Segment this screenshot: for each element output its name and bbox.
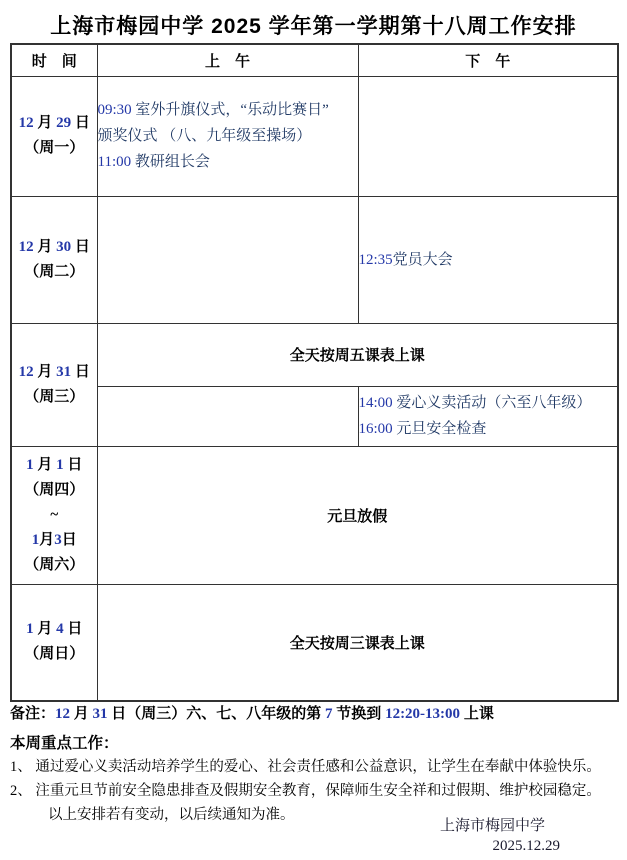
schedule-line: 16:00 元旦安全检查 — [358, 421, 487, 437]
cell-mon-morning — [97, 76, 358, 196]
date-cell-mon — [11, 76, 97, 196]
cell-wed-morning — [97, 386, 358, 446]
table-row-wed-top — [11, 323, 618, 386]
date-line: 12 月 29 日 — [18, 115, 90, 131]
date-line: 1月3日 — [31, 531, 77, 548]
cell-wed-allday: 全天按周五课表上课 — [97, 323, 618, 386]
focus-item-2: 2、 注重元旦节前安全隐患排查及假期安全教育，保障师生安全祥和过假期、维护校园稳定。 — [10, 783, 601, 799]
table-header-row — [11, 44, 618, 76]
schedule-line: 12:35党员大会 — [358, 251, 453, 268]
date-line: （周日） — [24, 646, 85, 663]
date-cell-holiday — [11, 446, 97, 584]
schedule-line: 11:00 教研组长会 — [97, 154, 210, 170]
schedule-line: 09:30 室外升旗仪式，“乐动比赛日” — [97, 102, 329, 118]
date-line: 1 月 1 日 — [26, 456, 83, 473]
schedule-line: 颁奖仪式 （八、九年级至操场） — [97, 128, 312, 144]
page-title: 上海市梅园中学 2025 学年第一学期第十八周工作安排 — [50, 15, 577, 38]
header-morning: 上 午 — [97, 44, 358, 76]
remark-line: 备注：12 月 31 日（周三）六、七、八年级的第 7 节换到 12:20-13:00 上课 — [10, 706, 494, 722]
date-line: （周二） — [24, 263, 85, 280]
date-line: （周六） — [24, 556, 85, 573]
table-row-mon — [11, 76, 618, 196]
cell-holiday-allday: 元旦放假 — [97, 446, 618, 584]
schedule-line: 14:00 爱心义卖活动（六至八年级） — [358, 395, 592, 411]
date-line: （周一） — [24, 140, 85, 156]
table-row-sun — [11, 584, 618, 701]
signature-date: 2025.12.29 — [492, 838, 560, 854]
table-row-tue — [11, 196, 618, 323]
weekly-schedule-table — [10, 43, 619, 702]
date-line: ~ — [50, 506, 59, 523]
focus-footnote: 以上安排若有变动，以后续通知为准。 — [48, 807, 295, 823]
focus-heading: 本周重点工作： — [10, 735, 119, 752]
signature-school: 上海市梅园中学 — [439, 818, 545, 834]
date-line: 1 月 4 日 — [26, 621, 83, 638]
cell-tue-morning — [97, 196, 358, 323]
table-row-wed-bottom — [11, 386, 618, 446]
date-line: 12 月 30 日 — [18, 238, 90, 255]
date-cell-tue — [11, 196, 97, 323]
cell-wed-afternoon — [358, 386, 618, 446]
cell-sun-allday: 全天按周三课表上课 — [97, 584, 618, 701]
date-line: （周三） — [24, 388, 85, 405]
date-cell-sun — [11, 584, 97, 701]
header-afternoon: 下 午 — [358, 44, 618, 76]
date-line: （周四） — [24, 481, 85, 498]
date-cell-wed — [11, 323, 97, 446]
cell-mon-afternoon — [358, 76, 618, 196]
cell-tue-afternoon — [358, 196, 618, 323]
date-line: 12 月 31 日 — [18, 363, 90, 380]
focus-item-1: 1、 通过爱心义卖活动培养学生的爱心、社会责任感和公益意识，让学生在奉献中体验快乐。 — [10, 759, 601, 775]
table-row-holiday — [11, 446, 618, 584]
header-time: 时 间 — [11, 44, 97, 76]
